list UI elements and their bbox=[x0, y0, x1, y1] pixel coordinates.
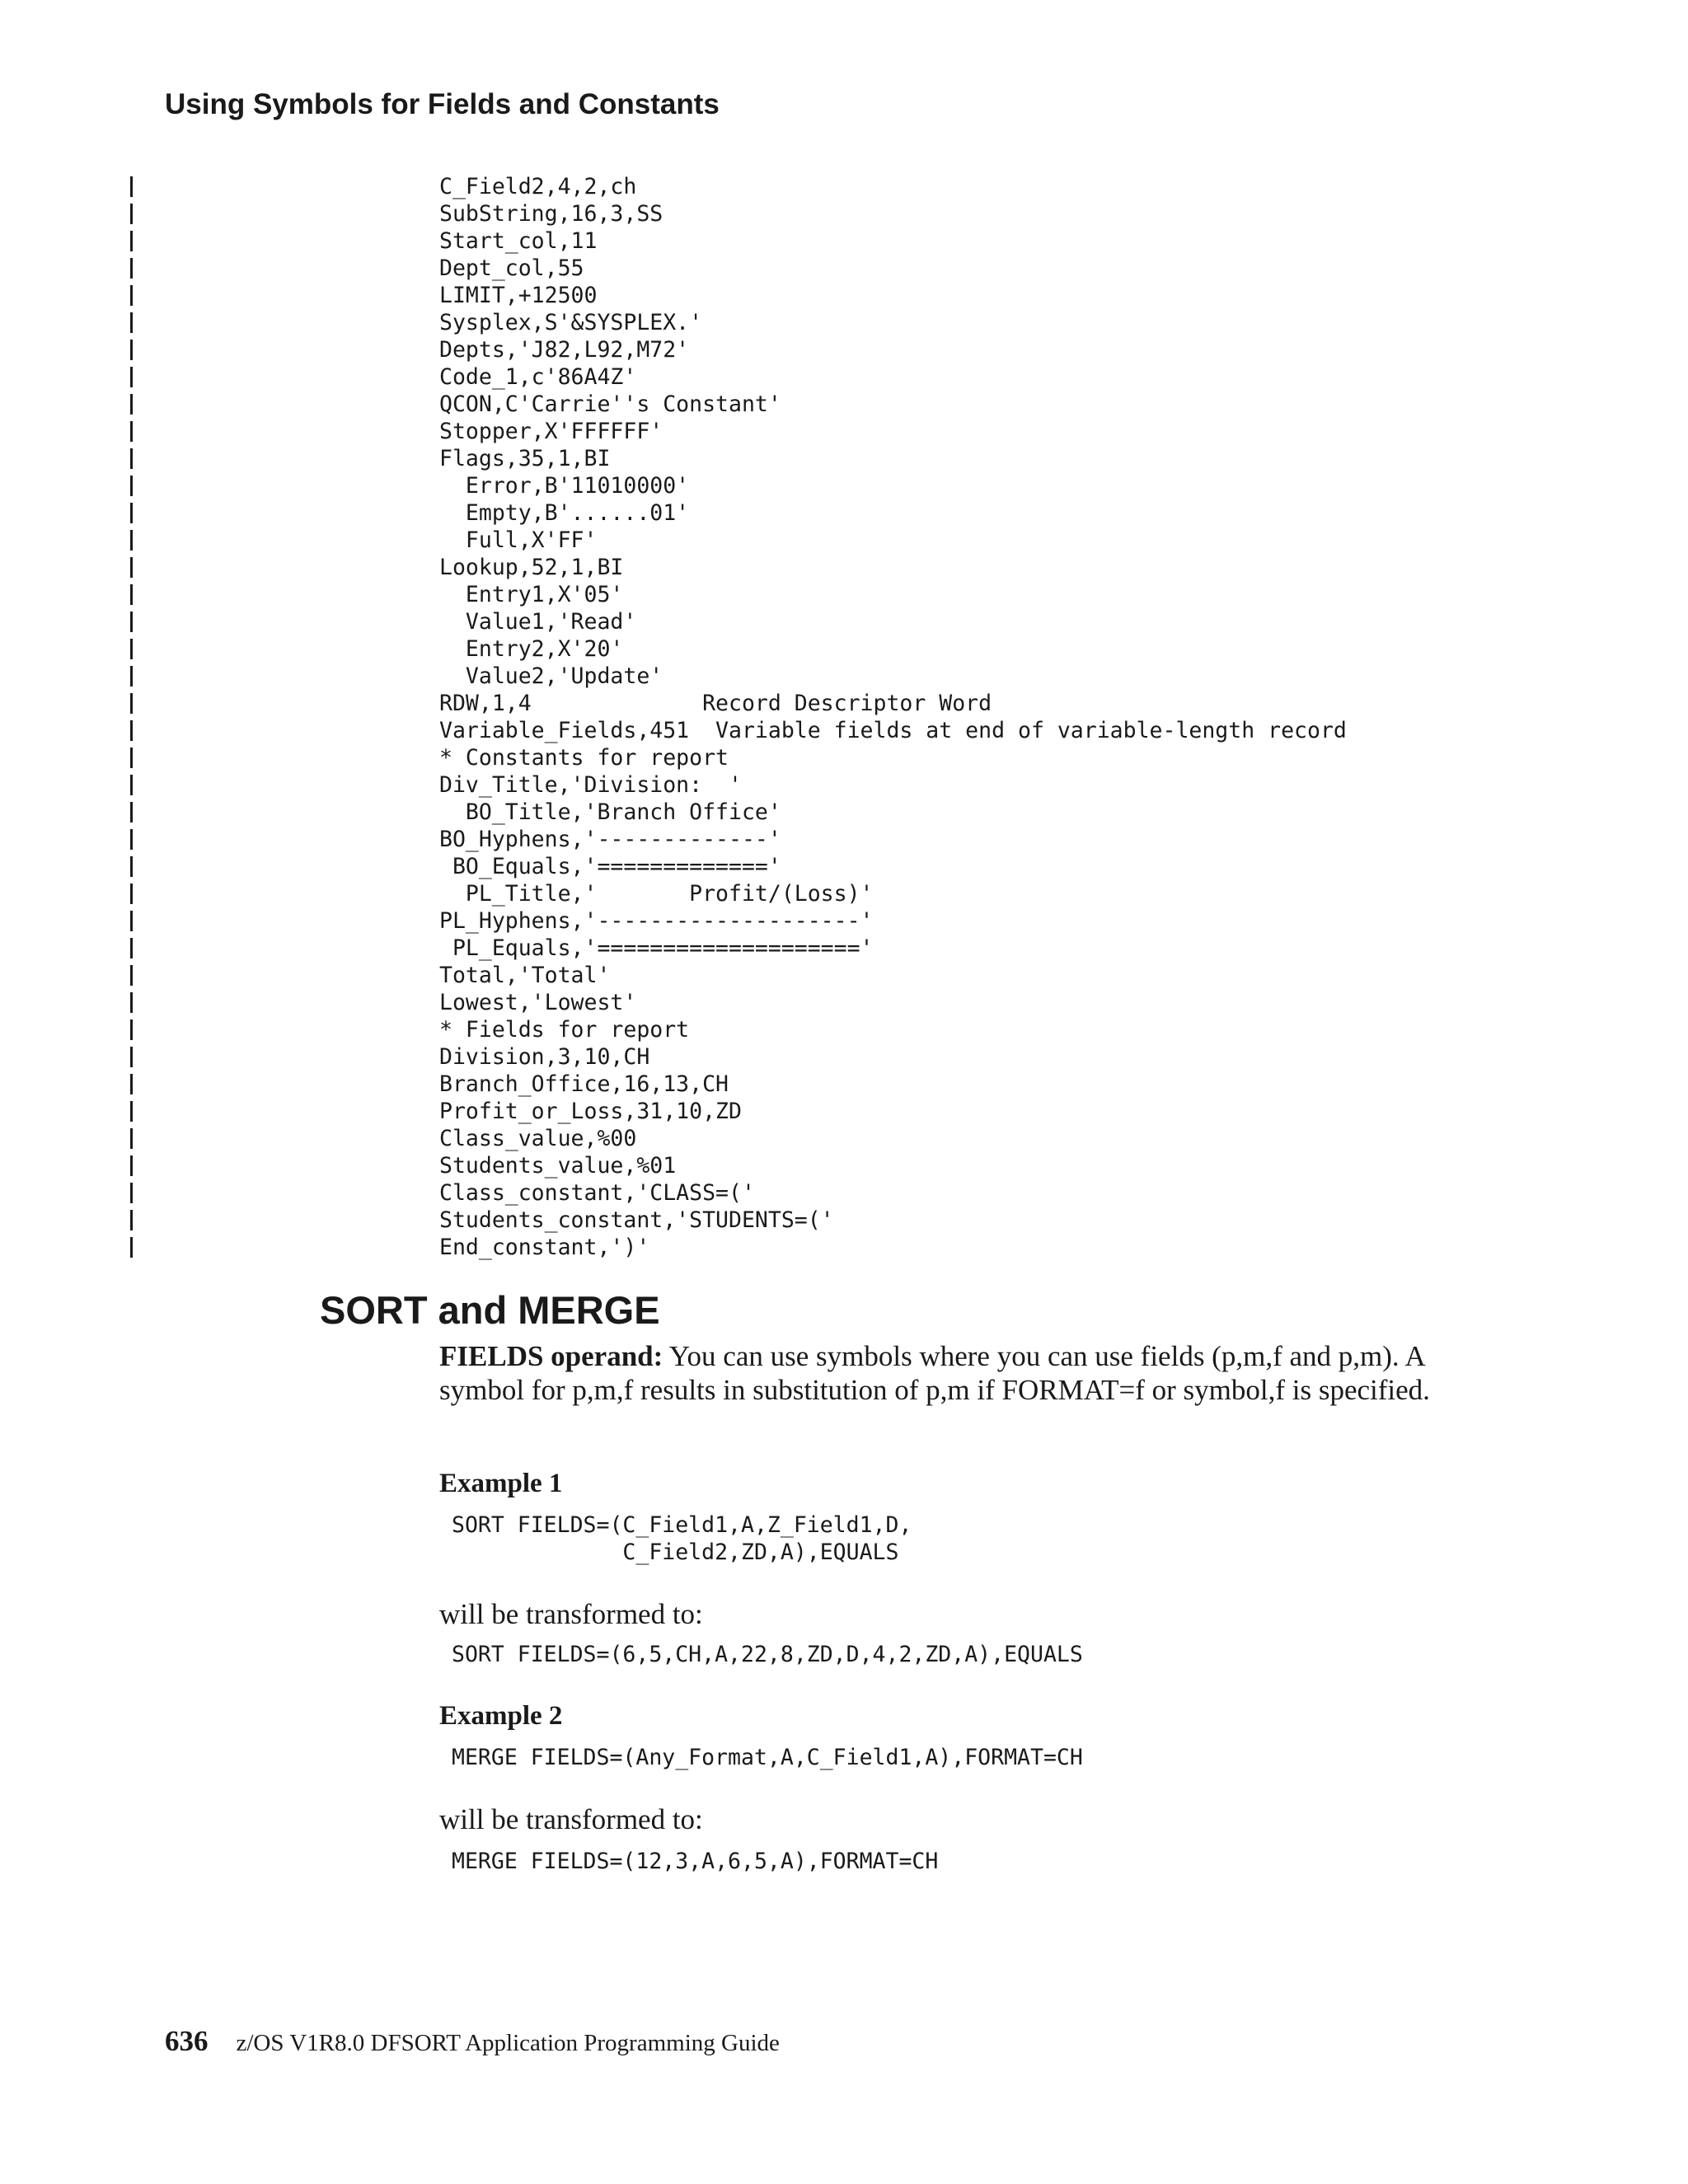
code-line: BO_Equals,'=============' bbox=[439, 853, 1347, 880]
code-line: Dept_col,55 bbox=[439, 255, 1347, 282]
change-bar bbox=[130, 584, 133, 605]
change-bar bbox=[130, 530, 133, 551]
change-bar bbox=[130, 1101, 133, 1122]
code-line: Value1,'Read' bbox=[439, 608, 1347, 635]
code-line: Stopper,X'FFFFFF' bbox=[439, 418, 1347, 445]
change-bar bbox=[130, 503, 133, 523]
change-bar bbox=[130, 802, 133, 823]
change-bar bbox=[130, 1183, 133, 1203]
page-number: 636 bbox=[165, 2025, 209, 2057]
code-line: Lookup,52,1,BI bbox=[439, 554, 1347, 581]
code-line: QCON,C'Carrie''s Constant' bbox=[439, 391, 1347, 418]
code-line: Total,'Total' bbox=[439, 962, 1347, 989]
change-bar bbox=[130, 612, 133, 632]
code-line: Lowest,'Lowest' bbox=[439, 989, 1347, 1016]
fields-operand-paragraph bbox=[439, 1339, 1461, 1407]
change-bar bbox=[130, 312, 133, 333]
change-bar bbox=[130, 748, 133, 768]
code-line: Depts,'J82,L92,M72' bbox=[439, 336, 1347, 363]
code-line: Class_constant,'CLASS=(' bbox=[439, 1179, 1347, 1207]
change-bar bbox=[130, 176, 133, 197]
change-bar bbox=[130, 883, 133, 904]
code-line: Error,B'11010000' bbox=[439, 472, 1347, 499]
code-line: Code_1,c'86A4Z' bbox=[439, 363, 1347, 391]
example-2-heading: Example 2 bbox=[439, 1701, 563, 1731]
change-bar bbox=[130, 829, 133, 850]
change-bar bbox=[130, 340, 133, 360]
code-line: Division,3,10,CH bbox=[439, 1043, 1347, 1071]
example-1-code: SORT FIELDS=(C_Field1,A,Z_Field1,D, C_Field2,ZD,A),EQUALS bbox=[452, 1512, 912, 1565]
code-line: Entry1,X'05' bbox=[439, 581, 1347, 608]
fields-operand-text: You can use symbols where you can use fields (p,m,f and p,m). A symbol for p,m,f results in substitution of p,m if FORMAT=f or symbol,f is specified. bbox=[439, 1340, 1430, 1406]
example-1-transform-label: will be transformed to: bbox=[439, 1598, 703, 1630]
code-line: Div_Title,'Division: ' bbox=[439, 771, 1347, 799]
code-line: Flags,35,1,BI bbox=[439, 445, 1347, 472]
change-bar bbox=[130, 258, 133, 279]
code-line: PL_Title,' Profit/(Loss)' bbox=[439, 880, 1347, 907]
code-line: Sysplex,S'&SYSPLEX.' bbox=[439, 309, 1347, 336]
fields-operand-label: FIELDS operand: bbox=[439, 1340, 663, 1372]
change-bar bbox=[130, 204, 133, 224]
change-bar bbox=[130, 1237, 133, 1258]
code-line: Class_value,%00 bbox=[439, 1125, 1347, 1152]
change-bar bbox=[130, 394, 133, 415]
example-2-code: MERGE FIELDS=(Any_Format,A,C_Field1,A),FORMAT=CH bbox=[452, 1745, 1083, 1770]
example-2-transform-label: will be transformed to: bbox=[439, 1803, 703, 1835]
page-footer bbox=[165, 2025, 780, 2058]
change-bar bbox=[130, 1155, 133, 1176]
change-bar bbox=[130, 1128, 133, 1149]
code-line: PL_Hyphens,'--------------------' bbox=[439, 907, 1347, 935]
change-bar bbox=[130, 421, 133, 442]
change-bar bbox=[130, 775, 133, 795]
section-title: SORT and MERGE bbox=[320, 1288, 660, 1332]
change-bar bbox=[130, 1047, 133, 1067]
change-bar bbox=[130, 992, 133, 1013]
change-bar bbox=[130, 911, 133, 931]
change-bar bbox=[130, 476, 133, 496]
code-line: LIMIT,+12500 bbox=[439, 282, 1347, 309]
code-line: End_constant,')' bbox=[439, 1234, 1347, 1261]
change-bar bbox=[130, 285, 133, 306]
change-bar bbox=[130, 720, 133, 741]
code-line: Empty,B'......01' bbox=[439, 499, 1347, 527]
change-bar bbox=[130, 965, 133, 986]
change-bar bbox=[130, 557, 133, 578]
change-bar bbox=[130, 938, 133, 958]
code-line: Entry2,X'20' bbox=[439, 635, 1347, 663]
code-line: Students_value,%01 bbox=[439, 1152, 1347, 1179]
code-line: Branch_Office,16,13,CH bbox=[439, 1071, 1347, 1098]
code-line: PL_Equals,'====================' bbox=[439, 935, 1347, 962]
book-title: z/OS V1R8.0 DFSORT Application Programming Guide bbox=[236, 2030, 780, 2056]
code-line: BO_Hyphens,'-------------' bbox=[439, 826, 1347, 853]
example-1-heading: Example 1 bbox=[439, 1469, 563, 1498]
change-bar bbox=[130, 856, 133, 877]
example-1-result: SORT FIELDS=(6,5,CH,A,22,8,ZD,D,4,2,ZD,A),EQUALS bbox=[452, 1642, 1083, 1667]
change-bar bbox=[130, 1019, 133, 1040]
change-bar bbox=[130, 367, 133, 387]
code-line: Value2,'Update' bbox=[439, 663, 1347, 690]
code-line: RDW,1,4 Record Descriptor Word bbox=[439, 690, 1347, 717]
code-line: * Constants for report bbox=[439, 744, 1347, 771]
change-bar bbox=[130, 1074, 133, 1094]
change-bar bbox=[130, 448, 133, 469]
code-line: Profit_or_Loss,31,10,ZD bbox=[439, 1098, 1347, 1125]
change-bar bbox=[130, 666, 133, 687]
code-line: * Fields for report bbox=[439, 1016, 1347, 1043]
change-bar bbox=[130, 639, 133, 659]
symbols-code-listing bbox=[439, 173, 1347, 1261]
change-bar bbox=[130, 1210, 133, 1230]
code-line: C_Field2,4,2,ch bbox=[439, 173, 1347, 200]
code-line: Full,X'FF' bbox=[439, 527, 1347, 554]
code-line: Variable_Fields,451 Variable fields at end of variable-length record bbox=[439, 717, 1347, 744]
change-bar bbox=[130, 693, 133, 714]
code-line: BO_Title,'Branch Office' bbox=[439, 799, 1347, 826]
change-bar bbox=[130, 231, 133, 251]
code-line: Start_col,11 bbox=[439, 227, 1347, 255]
running-header-title: Using Symbols for Fields and Constants bbox=[165, 88, 720, 120]
code-line: Students_constant,'STUDENTS=(' bbox=[439, 1207, 1347, 1234]
code-line: SubString,16,3,SS bbox=[439, 200, 1347, 227]
example-2-result: MERGE FIELDS=(12,3,A,6,5,A),FORMAT=CH bbox=[452, 1849, 939, 1874]
